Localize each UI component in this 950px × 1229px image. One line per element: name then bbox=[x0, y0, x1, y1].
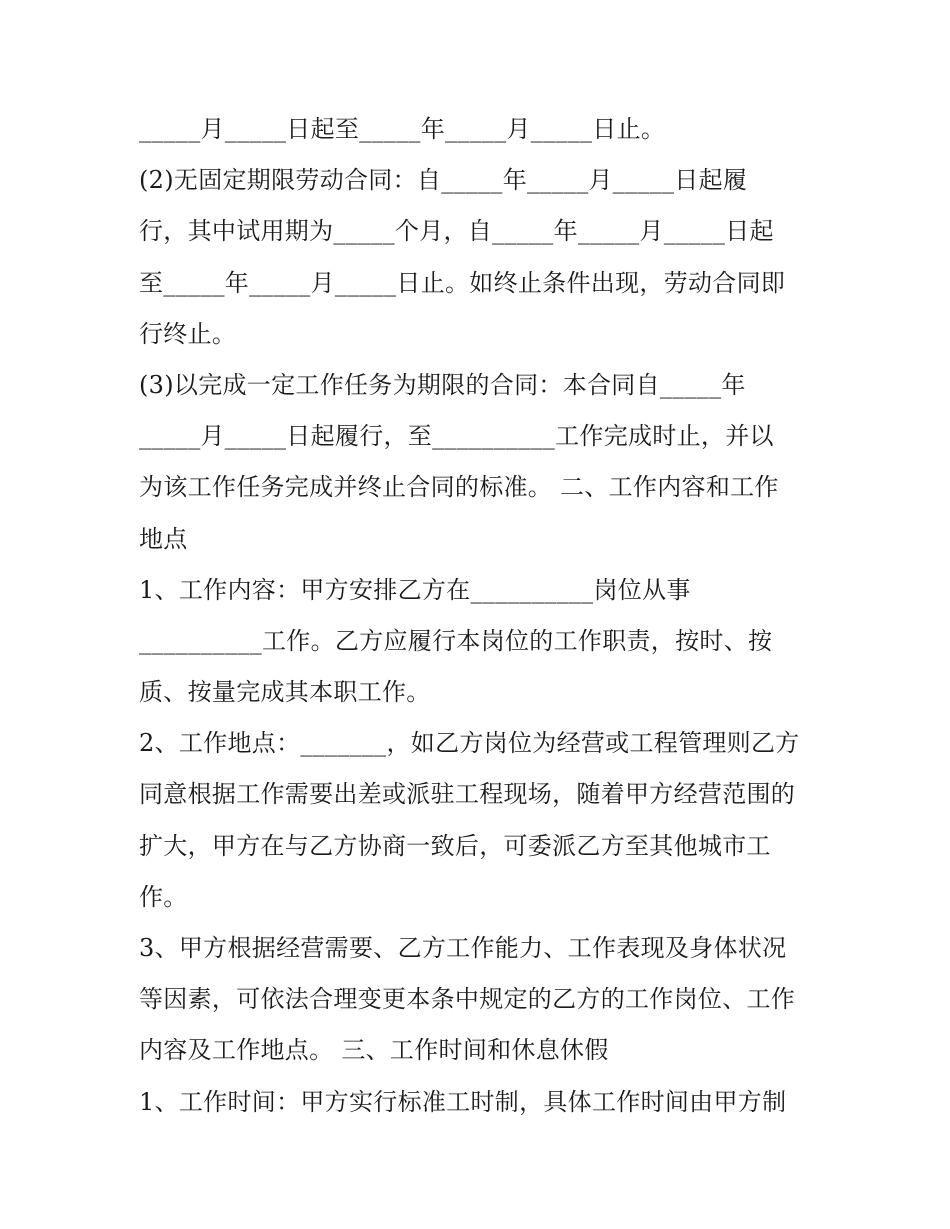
text-line: _____月_____日起履行，至__________工作完成时止，并以 bbox=[139, 422, 774, 451]
text-line: 2、工作地点：_______，如乙方岗位为经营或工程管理则乙方 bbox=[139, 729, 800, 758]
text-line: 同意根据工作需要出差或派驻工程现场，随着甲方经营范围的 bbox=[139, 780, 796, 809]
text-line: 1、工作内容：甲方安排乙方在__________岗位从事 bbox=[139, 575, 691, 604]
text-line: 等因素，可依法合理变更本条中规定的乙方的工作岗位、工作 bbox=[139, 985, 796, 1014]
contract-text-body bbox=[139, 104, 829, 1128]
text-line: 3、甲方根据经营需要、乙方工作能力、工作表现及身体状况 bbox=[139, 934, 787, 962]
text-line: 内容及工作地点。 三、工作时间和休息休假 bbox=[139, 1036, 609, 1065]
text-line: 扩大，甲方在与乙方协商一致后，可委派乙方至其他城市工 bbox=[139, 831, 771, 860]
text-line: 至_____年_____月_____日止。如终止条件出现，劳动合同即 bbox=[139, 268, 786, 297]
text-line: 质、按量完成其本职工作。 bbox=[139, 678, 431, 707]
text-line: 行，其中试用期为_____个月，自_____年_____月_____日起 bbox=[139, 217, 774, 246]
text-line: (3)以完成一定工作任务为期限的合同：本合同自_____年 bbox=[139, 370, 746, 399]
text-line: (2)无固定期限劳动合同：自_____年_____月_____日起履 bbox=[139, 166, 748, 195]
text-line: __________工作。乙方应履行本岗位的工作职责，按时、按 bbox=[139, 626, 773, 655]
text-line: _____月_____日起至_____年_____月_____日止。 bbox=[139, 115, 666, 143]
text-line: 地点 bbox=[139, 524, 188, 553]
text-line: 行终止。 bbox=[139, 319, 237, 348]
text-line: 1、工作时间：甲方实行标准工时制，具体工作时间由甲方制 bbox=[139, 1087, 787, 1116]
text-line: 为该工作任务完成并终止合同的标准。 二、工作内容和工作 bbox=[139, 473, 779, 502]
text-line: 作。 bbox=[139, 882, 188, 911]
